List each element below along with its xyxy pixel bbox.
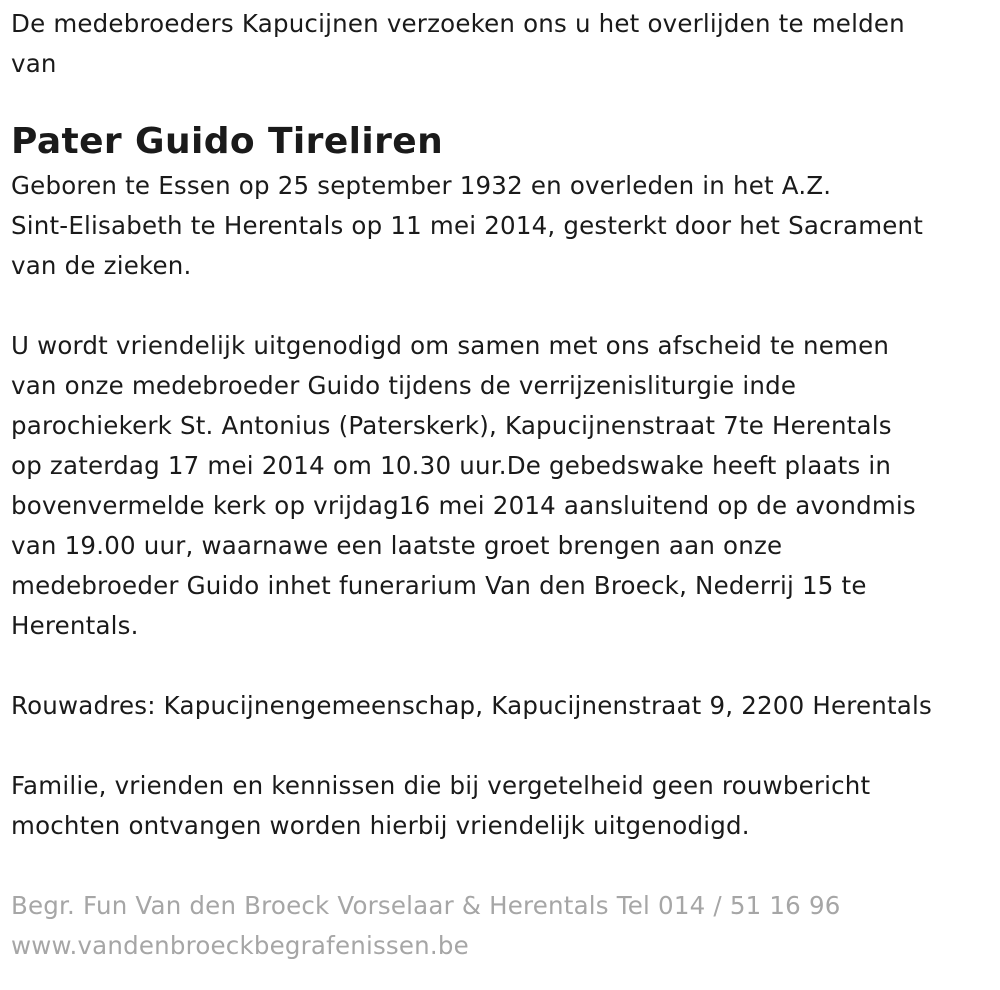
invitation-line: Herentals. xyxy=(11,611,139,640)
address-line: Rouwadres: Kapucijnengemeenschap, Kapucijnenstraat 9, 2200 Herentals xyxy=(11,691,932,720)
intro-line-1: De medebroeders Kapucijnen verzoeken ons u het overlijden te melden xyxy=(11,9,905,38)
family-line-1: Familie, vrienden en kennissen die bij vergetelheid geen rouwbericht xyxy=(11,771,871,800)
family-paragraph xyxy=(11,766,996,846)
invitation-line: U wordt vriendelijk uitgenodigd om samen met ons afscheid te nemen xyxy=(11,331,890,360)
birth-line-1: Geboren te Essen op 25 september 1932 en overleden in het A.Z. xyxy=(11,171,832,200)
funeral-home-footer xyxy=(11,886,996,966)
funeral-home-website[interactable]: www.vandenbroeckbegrafenissen.be xyxy=(11,931,469,960)
intro-paragraph xyxy=(11,4,996,84)
obituary-notice xyxy=(11,4,996,966)
mourning-address xyxy=(11,686,996,726)
funeral-home-contact: Begr. Fun Van den Broeck Vorselaar & Herentals Tel 014 / 51 16 96 xyxy=(11,891,841,920)
invitation-line: van 19.00 uur, waarnawe een laatste groet brengen aan onze xyxy=(11,531,783,560)
birth-line-3: van de zieken. xyxy=(11,251,192,280)
invitation-line: medebroeder Guido inhet funerarium Van den Broeck, Nederrij 15 te xyxy=(11,571,867,600)
invitation-line: bovenvermelde kerk op vrijdag16 mei 2014 aansluitend op de avondmis xyxy=(11,491,916,520)
intro-line-2: van xyxy=(11,49,57,78)
invitation-line: op zaterdag 17 mei 2014 om 10.30 uur.De gebedswake heeft plaats in xyxy=(11,451,892,480)
birth-death-paragraph xyxy=(11,166,996,286)
invitation-line: parochiekerk St. Antonius (Paterskerk), Kapucijnenstraat 7te Herentals xyxy=(11,411,892,440)
deceased-name: Pater Guido Tireliren xyxy=(11,121,444,162)
invitation-paragraph xyxy=(11,326,996,646)
birth-line-2: Sint-Elisabeth te Herentals op 11 mei 2014, gesterkt door het Sacrament xyxy=(11,211,924,240)
family-line-2: mochten ontvangen worden hierbij vriendelijk uitgenodigd. xyxy=(11,811,750,840)
invitation-line: van onze medebroeder Guido tijdens de verrijzenisliturgie inde xyxy=(11,371,797,400)
